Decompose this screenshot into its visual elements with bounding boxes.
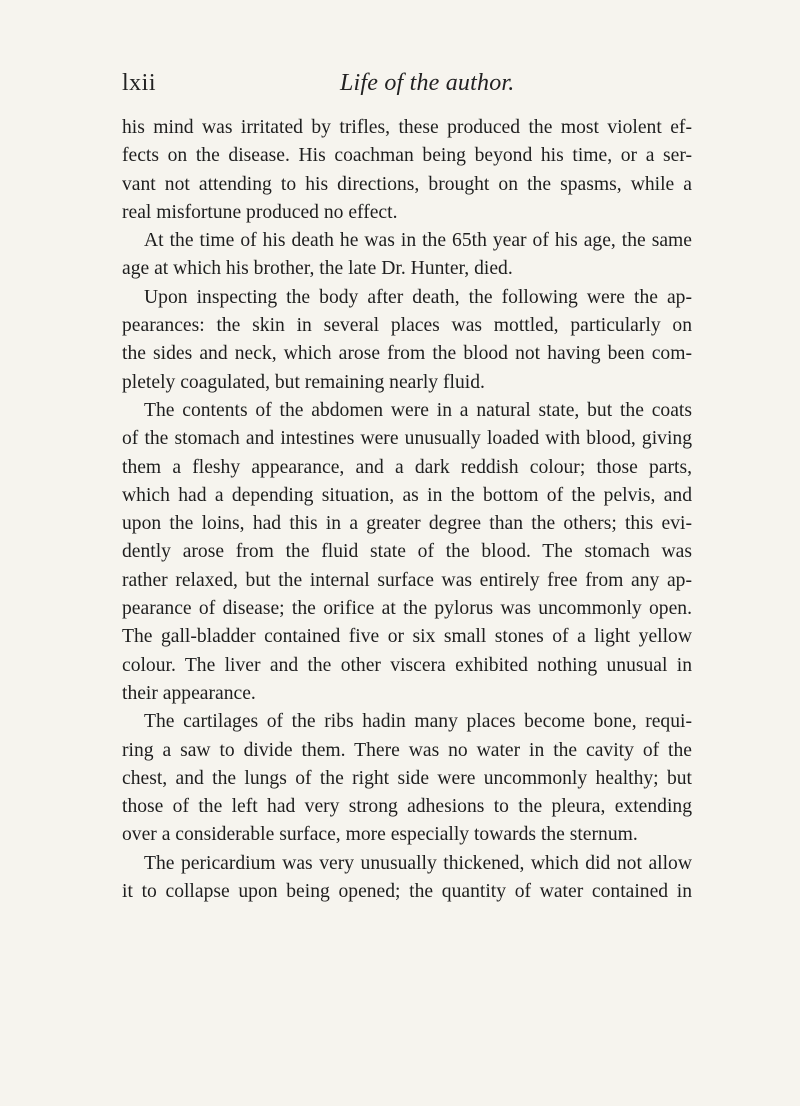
text-line: colour. The liver and the other viscera exhibited nothing unusual in [122,654,692,676]
text-line: The gall-bladder contained five or six small stones of a light yellow [122,626,692,648]
text-line: rather relaxed, but the internal surface was entirely free from any ap- [122,569,692,591]
text-line: over a considerable surface, more especially towards the sternum. [122,824,638,846]
body-text [122,114,692,906]
running-head: Life of the author. [340,70,515,96]
text-line: age at which his brother, the late Dr. Hunter, died. [122,258,513,280]
text-line: pletely coagulated, but remaining nearly fluid. [122,371,485,393]
text-line: pearance of disease; the orifice at the pylorus was uncommonly open. [122,598,692,620]
text-line: real misfortune produced no effect. [122,201,398,223]
text-line: which had a depending situation, as in the bottom of the pelvis, and [122,484,692,506]
text-line: pearances: the skin in several places was mottled, particularly on [122,315,692,337]
text-line: his mind was irritated by trifles, these produced the most violent ef- [122,117,692,138]
text-line: chest, and the lungs of the right side were uncommonly healthy; but [122,767,692,789]
text-line: the sides and neck, which arose from the blood not having been com- [122,343,692,365]
text-line: The contents of the abdomen were in a natural state, but the coats [144,399,692,421]
paragraph [122,114,692,227]
text-line: The cartilages of the ribs hadin many places become bone, requi- [144,711,692,733]
text-line: dently arose from the fluid state of the blood. The stomach was [122,541,692,563]
text-line: At the time of his death he was in the 65th year of his age, the same [144,230,692,252]
text-line: Upon inspecting the body after death, the following were the ap- [144,286,692,308]
text-line: The pericardium was very unusually thickened, which did not allow [144,852,692,874]
text-line: fects on the disease. His coachman being beyond his time, or a ser- [122,145,692,167]
page-number: lxii [122,70,157,96]
paragraph [122,850,692,907]
text-line: vant not attending to his directions, brought on the spasms, while a [122,173,692,195]
paragraph [122,397,692,708]
text-line: ring a saw to divide them. There was no water in the cavity of the [122,739,692,761]
text-line: their appearance. [122,682,256,704]
text-line: those of the left had very strong adhesions to the pleura, extending [122,796,692,818]
text-line: them a fleshy appearance, and a dark reddish colour; those parts, [122,456,692,478]
paragraph [122,227,692,284]
page-header [122,70,692,100]
text-line: upon the loins, had this in a greater degree than the others; this evi- [122,513,692,535]
text-line: of the stomach and intestines were unusually loaded with blood, giving [122,428,692,450]
paragraph [122,708,692,849]
paragraph [122,284,692,397]
text-line: it to collapse upon being opened; the quantity of water contained in [122,881,692,903]
